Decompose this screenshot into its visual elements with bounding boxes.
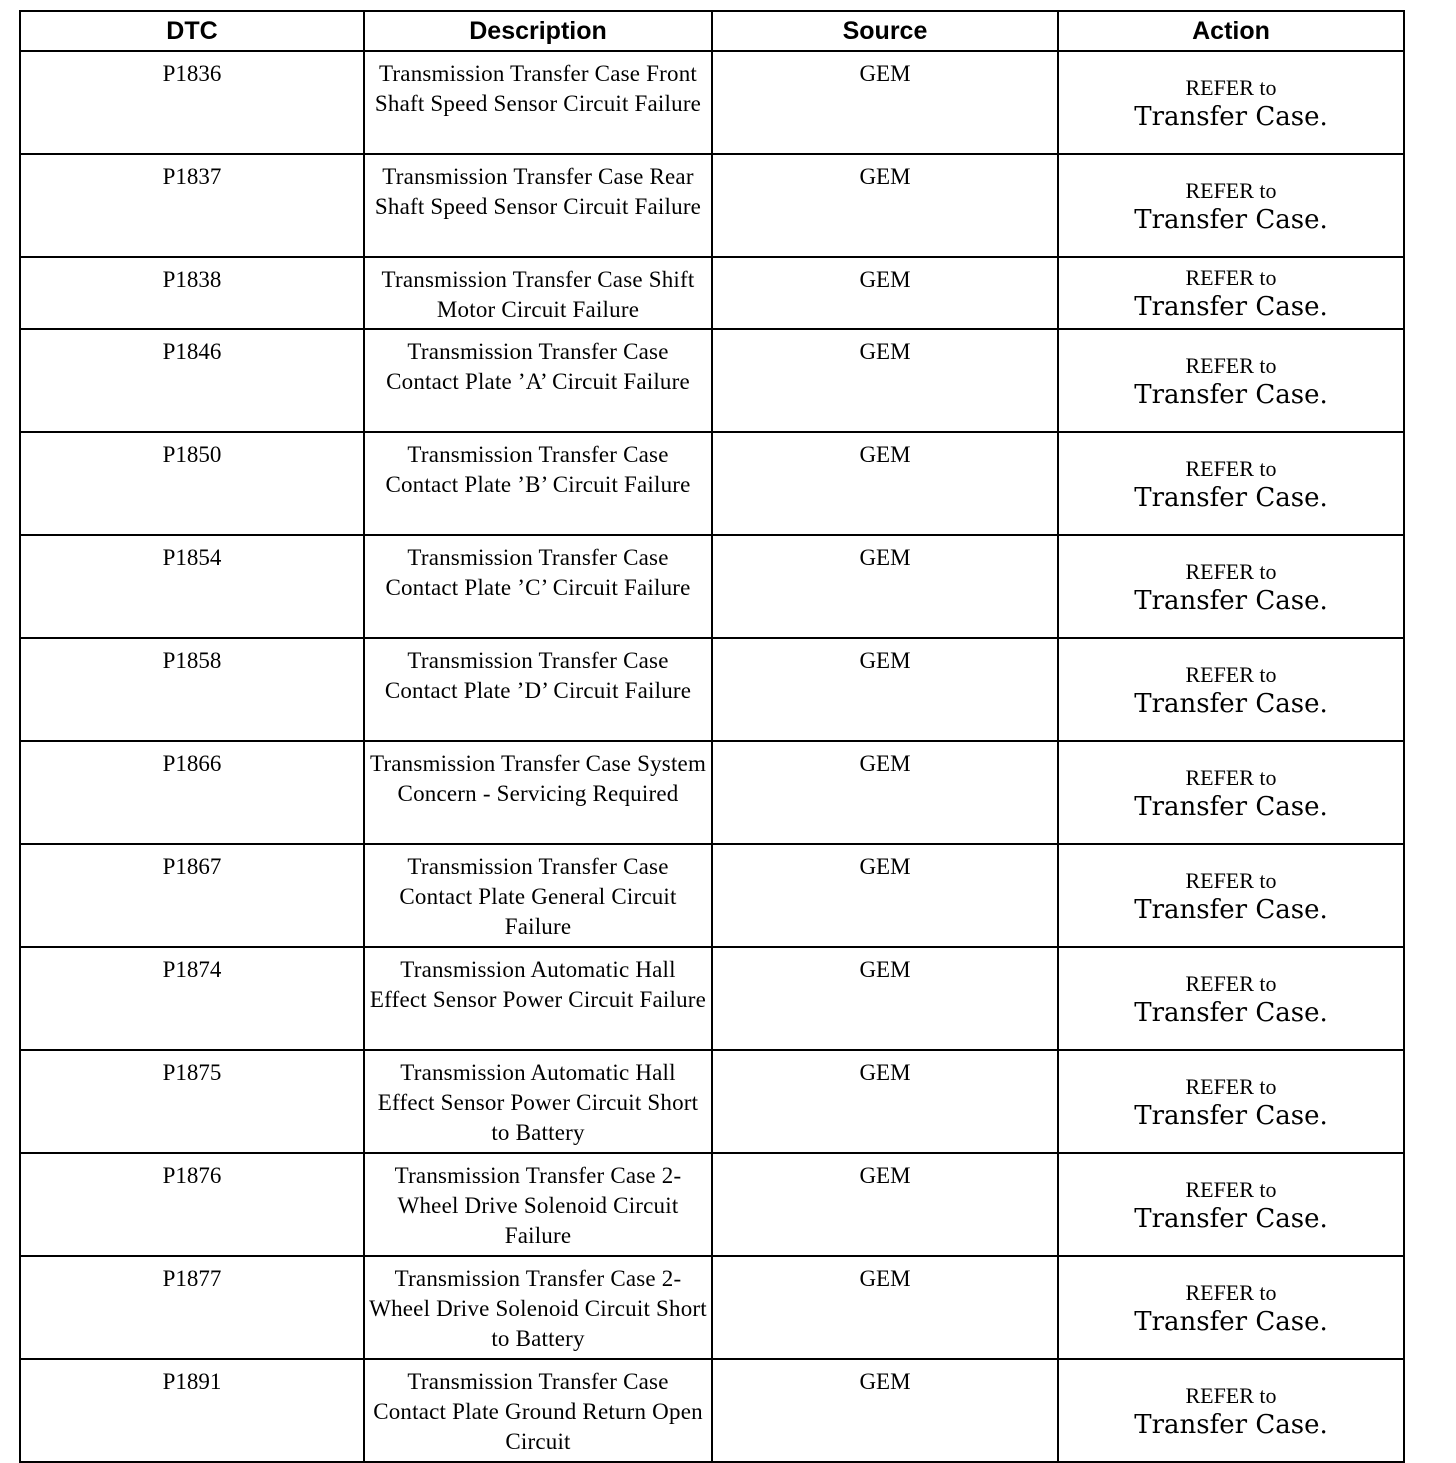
dtc-description: Transmission Transfer Case Contact Plate ’A’ Circuit Failure: [364, 329, 712, 432]
dtc-description: Transmission Transfer Case 2-Wheel Drive Solenoid Circuit Short to Battery: [364, 1256, 712, 1359]
dtc-description: Transmission Automatic Hall Effect Sensor Power Circuit Short to Battery: [364, 1050, 712, 1153]
dtc-description: Transmission Transfer Case Contact Plate ’D’ Circuit Failure: [364, 638, 712, 741]
table-row: [20, 1153, 1404, 1256]
action-target: Transfer Case.: [1134, 585, 1328, 616]
dtc-description: Transmission Transfer Case System Concern - Servicing Required: [364, 741, 712, 844]
dtc-description: Transmission Automatic Hall Effect Sensor Power Circuit Failure: [364, 947, 712, 1050]
header-action: Action: [1058, 11, 1404, 51]
dtc-action: [1058, 1256, 1404, 1359]
dtc-description: Transmission Transfer Case Contact Plate ’C’ Circuit Failure: [364, 535, 712, 638]
action-target: Transfer Case.: [1134, 101, 1328, 132]
action-target: Transfer Case.: [1134, 292, 1328, 322]
action-target: Transfer Case.: [1134, 204, 1328, 235]
dtc-action: [1058, 638, 1404, 741]
dtc-description: Transmission Transfer Case Contact Plate ’B’ Circuit Failure: [364, 432, 712, 535]
action-refer: REFER to: [1185, 1073, 1277, 1099]
dtc-source: GEM: [712, 329, 1058, 432]
dtc-action: [1058, 51, 1404, 154]
dtc-table: [19, 10, 1405, 1463]
action-target: Transfer Case.: [1134, 1409, 1328, 1440]
dtc-code: P1846: [20, 329, 364, 432]
dtc-action: [1058, 535, 1404, 638]
dtc-action: [1058, 1153, 1404, 1256]
dtc-code: P1876: [20, 1153, 364, 1256]
dtc-description: Transmission Transfer Case Contact Plate Ground Return Open Circuit: [364, 1359, 712, 1462]
table-row: [20, 257, 1404, 329]
dtc-description: Transmission Transfer Case Front Shaft Speed Sensor Circuit Failure: [364, 51, 712, 154]
table-row: [20, 844, 1404, 947]
table-row: [20, 1256, 1404, 1359]
table-row: [20, 535, 1404, 638]
action-target: Transfer Case.: [1134, 1100, 1328, 1131]
table-header: [20, 11, 1404, 51]
dtc-source: GEM: [712, 638, 1058, 741]
dtc-source: GEM: [712, 257, 1058, 329]
table-row: [20, 947, 1404, 1050]
dtc-description: Transmission Transfer Case 2-Wheel Drive Solenoid Circuit Failure: [364, 1153, 712, 1256]
dtc-action: [1058, 1050, 1404, 1153]
dtc-action: [1058, 154, 1404, 257]
action-refer: REFER to: [1185, 352, 1277, 378]
dtc-action: [1058, 432, 1404, 535]
action-target: Transfer Case.: [1134, 997, 1328, 1028]
dtc-description: Transmission Transfer Case Rear Shaft Speed Sensor Circuit Failure: [364, 154, 712, 257]
action-refer: REFER to: [1185, 265, 1277, 290]
action-refer: REFER to: [1185, 177, 1277, 203]
action-refer: REFER to: [1185, 1382, 1277, 1408]
action-refer: REFER to: [1185, 1279, 1277, 1305]
table-row: [20, 154, 1404, 257]
dtc-action: [1058, 1359, 1404, 1462]
dtc-source: GEM: [712, 432, 1058, 535]
dtc-source: GEM: [712, 844, 1058, 947]
action-refer: REFER to: [1185, 661, 1277, 687]
action-refer: REFER to: [1185, 867, 1277, 893]
action-target: Transfer Case.: [1134, 688, 1328, 719]
dtc-source: GEM: [712, 1153, 1058, 1256]
dtc-code: P1836: [20, 51, 364, 154]
action-refer: REFER to: [1185, 764, 1277, 790]
table-row: [20, 638, 1404, 741]
action-refer: REFER to: [1185, 455, 1277, 481]
action-refer: REFER to: [1185, 1176, 1277, 1202]
action-refer: REFER to: [1185, 74, 1277, 100]
table-row: [20, 1359, 1404, 1462]
dtc-action: [1058, 741, 1404, 844]
dtc-code: P1875: [20, 1050, 364, 1153]
header-source: Source: [712, 11, 1058, 51]
dtc-code: P1866: [20, 741, 364, 844]
dtc-action: [1058, 257, 1404, 329]
header-dtc: DTC: [20, 11, 364, 51]
dtc-source: GEM: [712, 1359, 1058, 1462]
table-body: [20, 51, 1404, 1462]
table-row: [20, 51, 1404, 154]
header-row: [20, 11, 1404, 51]
dtc-source: GEM: [712, 1050, 1058, 1153]
action-target: Transfer Case.: [1134, 482, 1328, 513]
action-refer: REFER to: [1185, 558, 1277, 584]
table-row: [20, 741, 1404, 844]
dtc-action: [1058, 329, 1404, 432]
header-description: Description: [364, 11, 712, 51]
dtc-code: P1867: [20, 844, 364, 947]
dtc-code: P1850: [20, 432, 364, 535]
action-refer: REFER to: [1185, 970, 1277, 996]
dtc-description: Transmission Transfer Case Shift Motor Circuit Failure: [364, 257, 712, 329]
dtc-source: GEM: [712, 741, 1058, 844]
action-target: Transfer Case.: [1134, 1203, 1328, 1234]
dtc-code: P1858: [20, 638, 364, 741]
dtc-source: GEM: [712, 1256, 1058, 1359]
dtc-source: GEM: [712, 51, 1058, 154]
table-row: [20, 1050, 1404, 1153]
table-row: [20, 432, 1404, 535]
action-target: Transfer Case.: [1134, 379, 1328, 410]
action-target: Transfer Case.: [1134, 1306, 1328, 1337]
dtc-code: P1874: [20, 947, 364, 1050]
dtc-source: GEM: [712, 154, 1058, 257]
action-target: Transfer Case.: [1134, 791, 1328, 822]
dtc-code: P1877: [20, 1256, 364, 1359]
dtc-description: Transmission Transfer Case Contact Plate General Circuit Failure: [364, 844, 712, 947]
dtc-code: P1854: [20, 535, 364, 638]
dtc-source: GEM: [712, 947, 1058, 1050]
dtc-action: [1058, 844, 1404, 947]
dtc-code: P1838: [20, 257, 364, 329]
dtc-action: [1058, 947, 1404, 1050]
table-row: [20, 329, 1404, 432]
dtc-code: P1891: [20, 1359, 364, 1462]
action-target: Transfer Case.: [1134, 894, 1328, 925]
dtc-source: GEM: [712, 535, 1058, 638]
dtc-code: P1837: [20, 154, 364, 257]
